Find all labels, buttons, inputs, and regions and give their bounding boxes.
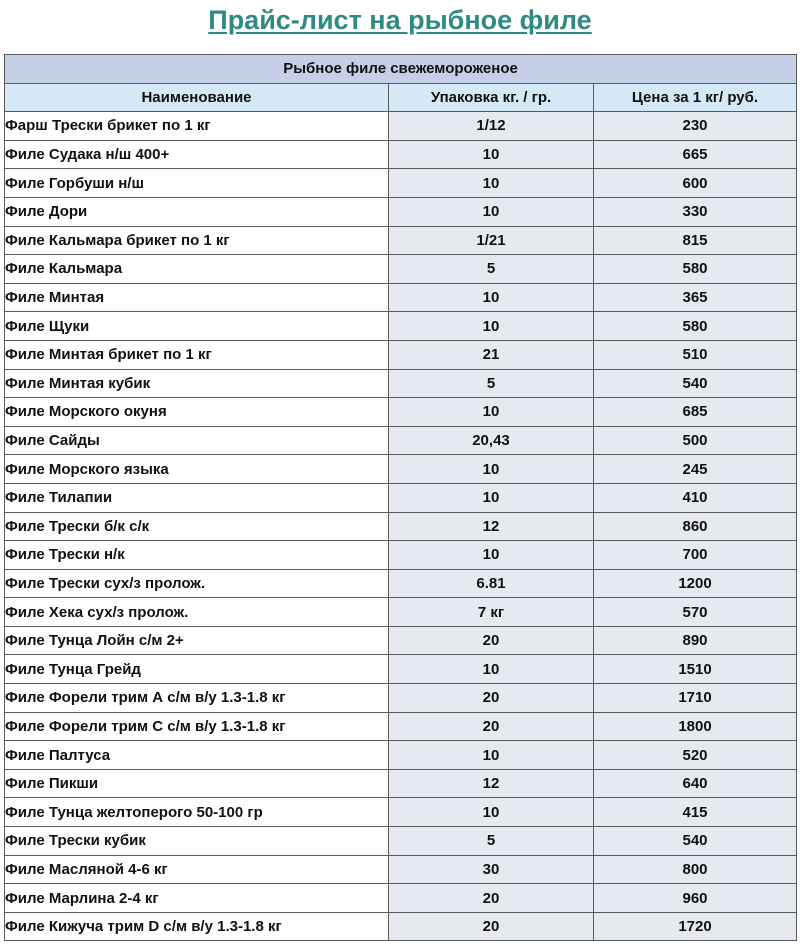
table-row (5, 340, 797, 369)
cell-pack: 5 (389, 255, 594, 284)
cell-pack: 20 (389, 626, 594, 655)
table-row (5, 197, 797, 226)
table-row (5, 112, 797, 141)
cell-price: 245 (594, 455, 797, 484)
cell-pack: 20 (389, 912, 594, 941)
cell-price: 685 (594, 398, 797, 427)
cell-price: 510 (594, 340, 797, 369)
cell-name: Филе Трески н/к (5, 541, 389, 570)
cell-pack: 20,43 (389, 426, 594, 455)
cell-name: Филе Щуки (5, 312, 389, 341)
cell-pack: 10 (389, 455, 594, 484)
cell-price: 1720 (594, 912, 797, 941)
price-table (4, 54, 797, 941)
cell-price: 1710 (594, 684, 797, 713)
cell-name: Филе Форели трим С с/м в/у 1.3-1.8 кг (5, 712, 389, 741)
cell-name: Филе Тилапии (5, 483, 389, 512)
cell-pack: 20 (389, 712, 594, 741)
cell-pack: 10 (389, 541, 594, 570)
cell-price: 890 (594, 626, 797, 655)
cell-pack: 10 (389, 312, 594, 341)
cell-pack: 5 (389, 827, 594, 856)
cell-price: 330 (594, 197, 797, 226)
table-row (5, 884, 797, 913)
cell-pack: 30 (389, 855, 594, 884)
page-title: Прайс-лист на рыбное филе (208, 5, 592, 35)
table-row (5, 741, 797, 770)
table-row (5, 769, 797, 798)
table-header-row (5, 83, 797, 112)
cell-name: Филе Тунца Лойн с/м 2+ (5, 626, 389, 655)
cell-price: 580 (594, 255, 797, 284)
table-row (5, 827, 797, 856)
table-row (5, 483, 797, 512)
table-body (5, 112, 797, 941)
cell-name: Филе Кижуча трим D с/м в/у 1.3-1.8 кг (5, 912, 389, 941)
cell-price: 365 (594, 283, 797, 312)
table-row (5, 455, 797, 484)
table-row (5, 369, 797, 398)
cell-pack: 10 (389, 398, 594, 427)
cell-pack: 10 (389, 140, 594, 169)
cell-name: Фарш Трески брикет по 1 кг (5, 112, 389, 141)
cell-pack: 5 (389, 369, 594, 398)
table-row (5, 169, 797, 198)
table-row (5, 598, 797, 627)
table-caption-row (5, 55, 797, 84)
cell-pack: 1/21 (389, 226, 594, 255)
cell-price: 1800 (594, 712, 797, 741)
cell-pack: 12 (389, 512, 594, 541)
cell-pack: 6.81 (389, 569, 594, 598)
cell-name: Филе Форели трим А с/м в/у 1.3-1.8 кг (5, 684, 389, 713)
cell-name: Филе Минтая (5, 283, 389, 312)
cell-name: Филе Морского языка (5, 455, 389, 484)
table-row (5, 283, 797, 312)
cell-name: Филе Пикши (5, 769, 389, 798)
cell-name: Филе Хека сух/з пролож. (5, 598, 389, 627)
cell-price: 570 (594, 598, 797, 627)
cell-name: Филе Трески кубик (5, 827, 389, 856)
cell-price: 1200 (594, 569, 797, 598)
cell-name: Филе Кальмара брикет по 1 кг (5, 226, 389, 255)
table-row (5, 655, 797, 684)
cell-price: 800 (594, 855, 797, 884)
table-caption: Рыбное филе свежемороженое (5, 55, 797, 84)
cell-name: Филе Кальмара (5, 255, 389, 284)
table-row (5, 426, 797, 455)
table-row (5, 398, 797, 427)
cell-price: 600 (594, 169, 797, 198)
table-row (5, 255, 797, 284)
cell-price: 540 (594, 827, 797, 856)
table-row (5, 226, 797, 255)
cell-price: 1510 (594, 655, 797, 684)
table-row (5, 855, 797, 884)
table-row (5, 312, 797, 341)
cell-name: Филе Минтая кубик (5, 369, 389, 398)
cell-price: 815 (594, 226, 797, 255)
cell-price: 520 (594, 741, 797, 770)
cell-name: Филе Тунца желтоперого 50-100 гр (5, 798, 389, 827)
cell-price: 640 (594, 769, 797, 798)
column-header-price: Цена за 1 кг/ руб. (594, 83, 797, 112)
cell-pack: 20 (389, 684, 594, 713)
cell-pack: 12 (389, 769, 594, 798)
cell-price: 540 (594, 369, 797, 398)
column-header-name: Наименование (5, 83, 389, 112)
cell-pack: 21 (389, 340, 594, 369)
table-row (5, 512, 797, 541)
table-row (5, 712, 797, 741)
cell-pack: 20 (389, 884, 594, 913)
cell-name: Филе Тунца Грейд (5, 655, 389, 684)
cell-pack: 10 (389, 655, 594, 684)
cell-name: Филе Трески б/к с/к (5, 512, 389, 541)
cell-price: 665 (594, 140, 797, 169)
cell-name: Филе Горбуши н/ш (5, 169, 389, 198)
cell-name: Филе Палтуса (5, 741, 389, 770)
cell-name: Филе Минтая брикет по 1 кг (5, 340, 389, 369)
table-row (5, 684, 797, 713)
cell-name: Филе Дори (5, 197, 389, 226)
cell-pack: 7 кг (389, 598, 594, 627)
table-row (5, 912, 797, 941)
cell-pack: 10 (389, 197, 594, 226)
cell-name: Филе Масляной 4-6 кг (5, 855, 389, 884)
cell-price: 960 (594, 884, 797, 913)
table-row (5, 569, 797, 598)
cell-price: 415 (594, 798, 797, 827)
cell-price: 500 (594, 426, 797, 455)
column-header-pack: Упаковка кг. / гр. (389, 83, 594, 112)
cell-name: Филе Трески сух/з пролож. (5, 569, 389, 598)
cell-price: 860 (594, 512, 797, 541)
cell-pack: 10 (389, 798, 594, 827)
table-row (5, 140, 797, 169)
cell-price: 700 (594, 541, 797, 570)
cell-pack: 10 (389, 169, 594, 198)
cell-name: Филе Морского окуня (5, 398, 389, 427)
cell-name: Филе Марлина 2-4 кг (5, 884, 389, 913)
cell-price: 410 (594, 483, 797, 512)
cell-pack: 1/12 (389, 112, 594, 141)
cell-pack: 10 (389, 741, 594, 770)
cell-name: Филе Сайды (5, 426, 389, 455)
cell-price: 230 (594, 112, 797, 141)
cell-pack: 10 (389, 483, 594, 512)
table-row (5, 626, 797, 655)
cell-price: 580 (594, 312, 797, 341)
cell-pack: 10 (389, 283, 594, 312)
table-row (5, 798, 797, 827)
table-row (5, 541, 797, 570)
cell-name: Филе Судака н/ш 400+ (5, 140, 389, 169)
